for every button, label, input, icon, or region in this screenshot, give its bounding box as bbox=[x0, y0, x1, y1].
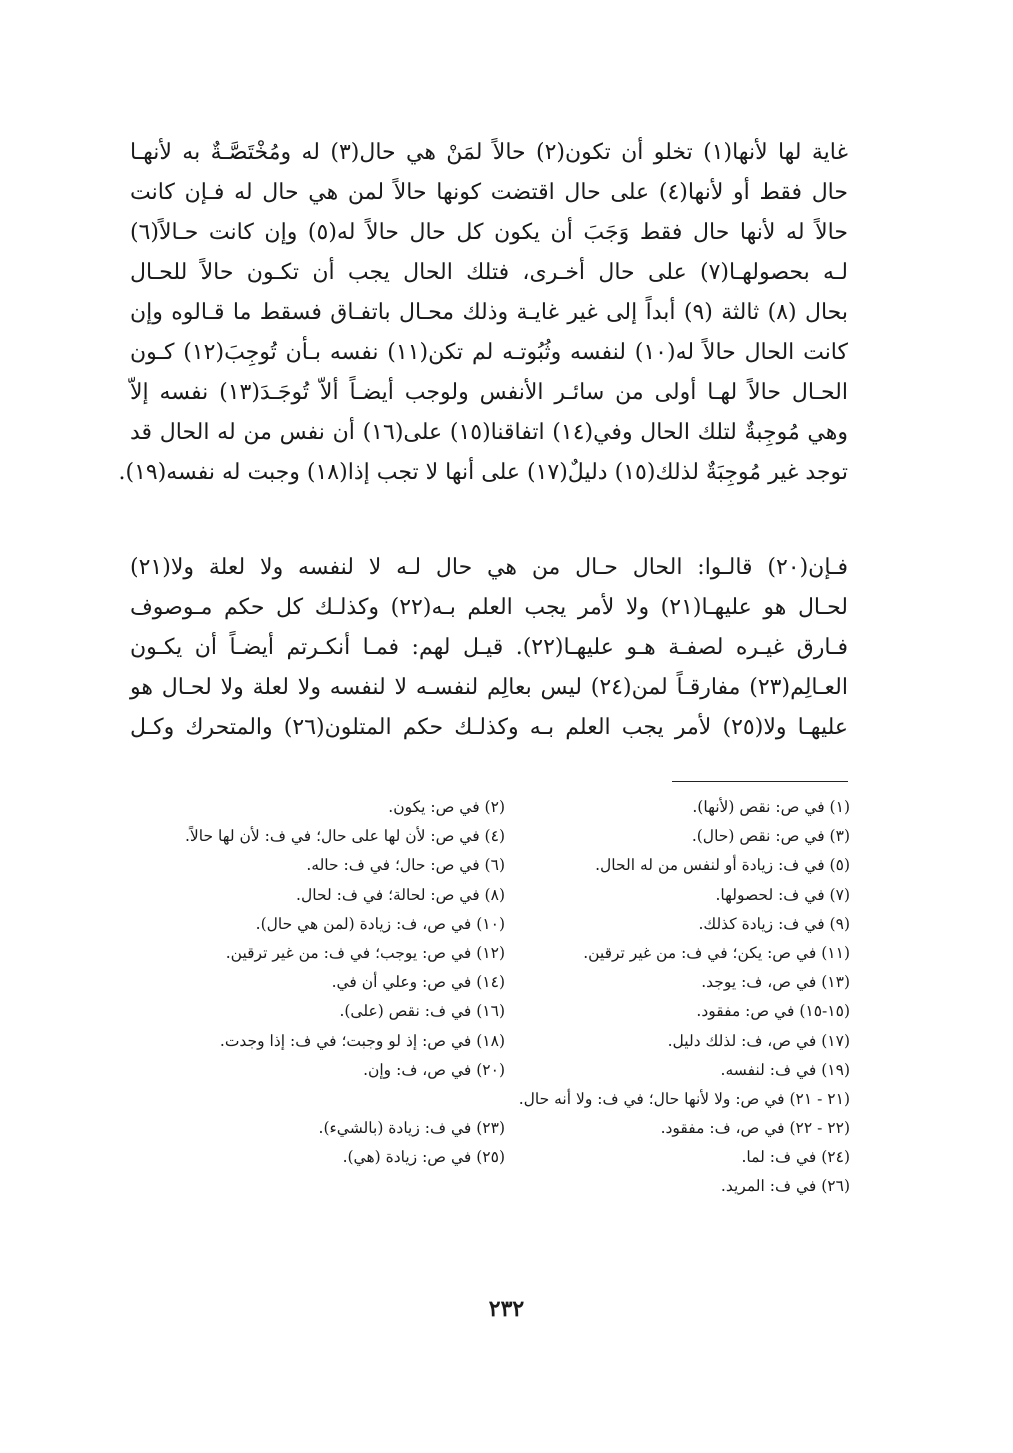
footnote: (٧) في ف: لحصولها. bbox=[715, 885, 850, 904]
footnote: (٢) في ص: يكون. bbox=[388, 798, 505, 816]
footnotes bbox=[130, 793, 850, 1202]
footnote-row bbox=[130, 1114, 850, 1143]
footnote: (٢٢ - ٢٢) في ص، ف: مفقود. bbox=[660, 1119, 850, 1138]
footnote: (١٥-١٥) في ص: مفقود. bbox=[696, 1002, 850, 1021]
text-line: لـه بحصولهـا(٧) على حال أخـرى، فتلك الحال يجب أن تكـون حالاً للحـال bbox=[130, 260, 848, 285]
text-line: وهي مُوجِبةٌ لتلك الحال وفي(١٤) اتفاقنا(١٥) على(١٦) أن نفس من له الحال قد bbox=[130, 420, 848, 445]
paragraph-1 bbox=[118, 133, 849, 493]
footnote: (١٣) في ص، ف: يوجد. bbox=[701, 973, 850, 992]
footnote: (٦) في ص: حال؛ في ف: حاله. bbox=[306, 856, 505, 875]
text-line: كانت الحال حالاً له(١٠) لنفسه وثُبُوتـه لم تكن(١١) نفسه بـأن تُوجِبَ(١٢) كـون bbox=[130, 340, 848, 365]
footnote: (٢٦) في ف: المريد. bbox=[720, 1177, 850, 1196]
footnote-row bbox=[130, 1085, 850, 1114]
footnote: (٢٥) في ص: زيادة (هي). bbox=[342, 1148, 505, 1167]
footnote-row bbox=[130, 1056, 850, 1085]
footnote-row bbox=[130, 1143, 850, 1172]
footnote: (١٨) في ص: إذ لو وجبت؛ في ف: إذا وجدت. bbox=[219, 1031, 505, 1050]
text-line: بحال (٨) ثالثة (٩) أبداً إلى غير غايـة وذلك محـال باتفـاق فسقط ما قـالوه وإن bbox=[130, 300, 848, 325]
footnote-row bbox=[130, 793, 850, 822]
footnote: (١) في ص: نقص (لأنها). bbox=[692, 798, 850, 816]
text-line: العـالِم(٢٣) مفارقـاً لمن(٢٤) ليس بعالِم لنفسـه لا لنفسه ولا لعلة ولا لحـال هو bbox=[130, 675, 848, 700]
footnote-row bbox=[130, 822, 850, 851]
footnote: (٨) في ص: لحالة؛ في ف: لحال. bbox=[296, 885, 505, 904]
footnote-row bbox=[130, 1172, 850, 1201]
footnote-row bbox=[130, 881, 850, 910]
footnote-row bbox=[130, 997, 850, 1026]
footnote: (٤) في ص: لأن لها على حال؛ في ف: لأن لها حالاً. bbox=[184, 827, 505, 846]
text-line: عليهـا ولا(٢٥) لأمر يجب العلم بـه وكذلـك حكم المتلون(٢٦) والمتحرك وكـل bbox=[130, 715, 848, 740]
page-number: ٢٣٢ bbox=[488, 1296, 525, 1322]
text-line: فـإن(٢٠) قالـوا: الحال حـال من هي حال لـه لا لنفسه ولا لعلة ولا(٢١) bbox=[130, 555, 848, 580]
footnote: (٩) في ف: زيادة كذلك. bbox=[698, 914, 850, 933]
footnote: (٢١ - ٢١) في ص: ولا لأنها حال؛ في ف: ولا أنه حال. bbox=[518, 1089, 850, 1108]
footnote: (١٩) في ف: لنفسه. bbox=[720, 1060, 850, 1079]
footnote: (١١) في ص: يكن؛ في ف: من غير ترقين. bbox=[583, 943, 850, 962]
text-line: حالاً له لأنها حال فقط وَجَبَ أن يكون كل حال حالاً له(٥) وإن كانت حـالاً(٦) bbox=[130, 220, 848, 245]
footnote: (٥) في ف: زيادة أو لنفس من له الحال. bbox=[595, 856, 850, 875]
text-line: فـارق غيـره لصفـة هـو عليهـا(٢٢). قيـل لهم: فمـا أنكـرتم أيضـاً أن يكـون bbox=[130, 635, 848, 660]
footnote-row bbox=[130, 939, 850, 968]
text-line: الحـال حالاً لهـا أولى من سائـر الأنفس ولوجب أيضـاً ألاّ تُوجَـدَ(١٣) نفسه إلاّ bbox=[130, 380, 849, 405]
footnote: (٢٤) في ف: لما. bbox=[741, 1148, 850, 1167]
footnote-row bbox=[130, 851, 850, 880]
footnote: (١٢) في ص: يوجب؛ في ف: من غير ترقين. bbox=[225, 943, 505, 962]
paragraph-2 bbox=[130, 548, 848, 748]
text-line: توجد غير مُوجِبَةٌ لذلك(١٥) دليلٌ(١٧) على أنها لا تجب إذا(١٨) وجبت له نفسه(١٩). bbox=[118, 460, 848, 485]
footnote-divider bbox=[672, 781, 848, 782]
footnote: (١٦) في ف: نقص (على). bbox=[339, 1002, 505, 1021]
footnote-row bbox=[130, 1027, 850, 1056]
text-line: حال فقط أو لأنها(٤) على حال اقتضت كونها حالاً لمن هي حال له فـإن كانت bbox=[130, 180, 848, 205]
text-line: غاية لها لأنها(١) تخلو أن تكون(٢) حالاً لمَنْ هي حال(٣) له ومُخْتَصَّـةٌ به لأنهـا bbox=[130, 140, 848, 165]
footnote-row bbox=[130, 968, 850, 997]
footnote: (٢٣) في ف: زيادة (بالشيء). bbox=[318, 1119, 505, 1138]
footnote-row bbox=[130, 910, 850, 939]
footnote: (١٧) في ص، ف: لذلك دليل. bbox=[667, 1031, 850, 1050]
footnote: (٣) في ص: نقص (حال). bbox=[691, 827, 850, 846]
text-line: لحـال هو عليهـا(٢١) ولا لأمر يجب العلم بـه(٢٢) وكذلـك كل حكم مـوصوف bbox=[130, 595, 848, 620]
footnote: (١٤) في ص: وعلي أن في. bbox=[331, 973, 505, 992]
footnote: (٢٠) في ص، ف: وإن. bbox=[363, 1060, 505, 1079]
footnote: (١٠) في ص، ف: زيادة (لمن هي حال). bbox=[255, 914, 505, 933]
